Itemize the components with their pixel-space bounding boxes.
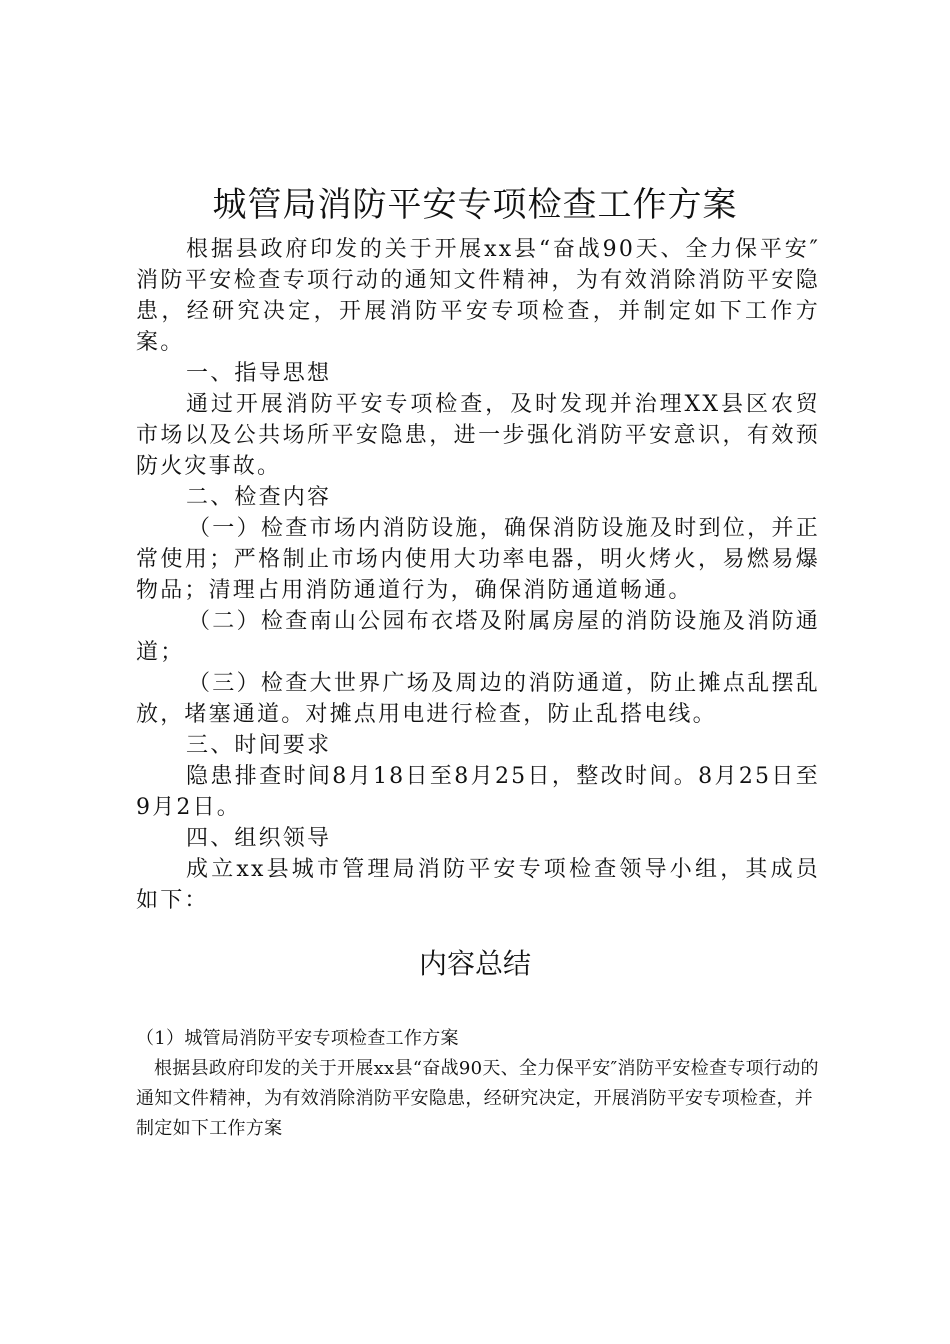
section-heading-inspection-content: 二、检查内容	[186, 485, 332, 510]
inspection-item-3: （三）检查大世界广场及周边的消防通道，防止摊点乱摆乱放，堵塞通道。对摊点用电进行检查，防止乱搭电线。	[136, 671, 820, 727]
summary-title: 内容总结	[418, 947, 531, 980]
guiding-idea-paragraph: 通过开展消防平安专项检查，及时发现并治理XX县区农贸市场以及公共场所平安隐患，进一步强化消防平安意识，有效预防火灾事故。	[136, 392, 820, 479]
document-title: 城管局消防平安专项检查工作方案	[212, 185, 738, 225]
summary-item-heading: （1）城管局消防平安专项检查工作方案	[136, 1028, 459, 1049]
intro-paragraph: 根据县政府印发的关于开展xx县“奋战90天、全力保平安″消防平安检查专项行动的通知文件精神，为有效消除消防平安隐患，经研究决定，开展消防平安专项检查，并制定如下工作方案。	[136, 237, 820, 355]
inspection-item-2: （二）检查南山公园布衣塔及附属房屋的消防设施及消防通道；	[136, 609, 820, 665]
summary-body	[136, 1024, 826, 1144]
section-heading-time-requirement: 三、时间要求	[186, 733, 332, 758]
document-body	[136, 234, 820, 916]
section-heading-guiding-idea: 一、指导思想	[186, 361, 332, 386]
time-requirement-paragraph: 隐患排查时间8月18日至8月25日，整改时间。8月25日至9月2日。	[136, 764, 820, 820]
inspection-item-1: （一）检查市场内消防设施，确保消防设施及时到位，并正常使用；严格制止市场内使用大功率电器，明火烤火，易燃易爆物品；清理占用消防通道行为，确保消防通道畅通。	[136, 516, 820, 603]
summary-item-text: 根据县政府印发的关于开展xx县“奋战90天、全力保平安″消防平安检查专项行动的通知文件精神，为有效消除消防平安隐患，经研究决定，开展消防平安专项检查，并制定如下工作方案	[136, 1058, 819, 1139]
section-heading-organization: 四、组织领导	[186, 826, 332, 851]
organization-paragraph: 成立xx县城市管理局消防平安专项检查领导小组，其成员如下：	[136, 857, 820, 913]
